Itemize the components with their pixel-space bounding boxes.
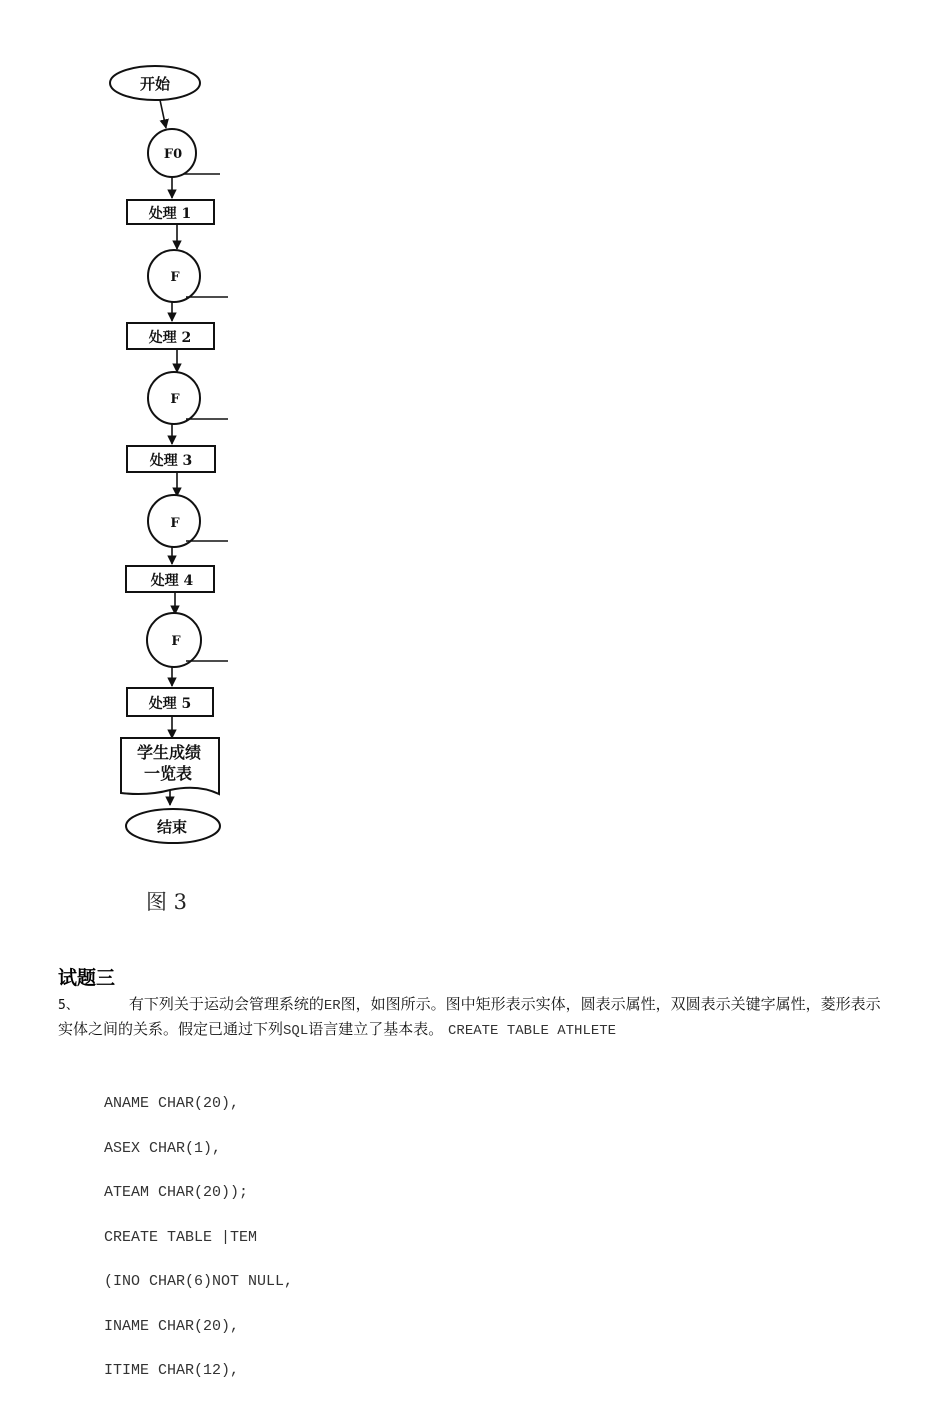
code-line: CREATE TABLE |TEM: [104, 1228, 258, 1246]
end-label: 结束: [156, 818, 188, 836]
paragraph-text-3: 语言建立了基本表。: [308, 1020, 444, 1038]
process-label-1: 处理 1: [148, 206, 192, 222]
paragraph-text-2: 图，如图所示。图中矩形表示实体，圆表示属性，双圆表示关键字属性，菱形表示实体之间的关系。假定已通过下列: [58, 995, 881, 1038]
code-line: ATEAM CHAR(20));: [104, 1184, 249, 1201]
connector-label: F: [170, 392, 180, 407]
section-heading: 试题三: [58, 967, 116, 989]
start-label: 开始: [139, 75, 171, 93]
process-label-4: 处理 4: [150, 573, 194, 589]
question-number: 5、: [58, 998, 79, 1013]
process-label-5: 处理 5: [148, 696, 192, 712]
sql-code-block: [104, 1073, 293, 1402]
connector-label: F: [170, 270, 180, 285]
code-line: (INO CHAR(6)NOT NULL,: [104, 1273, 294, 1290]
code-line: ASEX CHAR(1),: [104, 1139, 222, 1157]
connector-label: F0: [163, 147, 183, 162]
flow-arrow: [160, 100, 166, 128]
connector-label: F: [170, 516, 180, 531]
paragraph-text-1: 有下列关于运动会管理系统的: [128, 995, 324, 1013]
connector-label: F: [171, 634, 181, 649]
process-label-2: 处理 2: [148, 330, 192, 346]
code-line: ANAME CHAR(20),: [104, 1095, 240, 1112]
process-label-3: 处理 3: [149, 453, 193, 469]
code-line: INAME CHAR(20),: [104, 1317, 240, 1335]
output-document-line-2: 一览表: [143, 764, 193, 783]
paragraph-er-term: ER: [323, 998, 341, 1014]
flowchart-figure: [0, 0, 300, 930]
paragraph-create-table: CREATE TABLE ATHLETE: [448, 1023, 617, 1039]
paragraph-sql-term: SQL: [283, 1023, 309, 1039]
output-document-line-1: 学生成绩: [136, 743, 202, 762]
code-line: ITIME CHAR(12),: [104, 1362, 240, 1379]
question-paragraph: [58, 993, 894, 1043]
figure-caption: 图 3: [146, 890, 188, 914]
